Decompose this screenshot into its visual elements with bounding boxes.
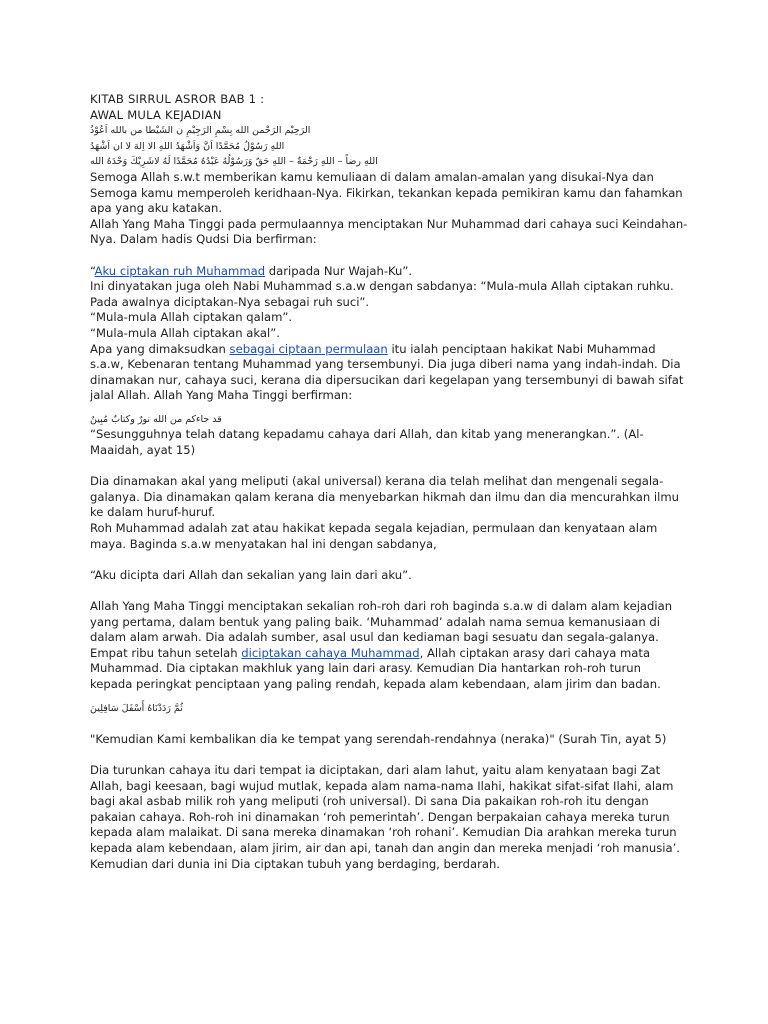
text-line: s.a.w, Kebenaran tentang Muhammad yang tersembunyi. Dia juga diberi nama yang indah-indah. Dia <box>90 357 681 372</box>
text-line: pakaian cahaya. Roh-roh ini dinamakan ‘roh pemerintah’. Dengan berpakaian cahaya mereka turun <box>90 809 670 824</box>
arabic-line-3: اللهِ رضاً – اللهِ رَحْمَةٌ – اللهِ حَقٌ وَرَسُوْلُهُ عَبْدُهُ مُحَمَّدًا لَهُ لاشَرِيْكَ وَحْدَهُ الله <box>90 156 378 168</box>
paragraph-1 <box>90 169 688 248</box>
text-line: maya. Baginda s.a.w menyatakan hal ini dengan sabdanya, <box>90 536 437 551</box>
text-line: “Mula-mula Allah ciptakan qalam”. <box>90 310 293 325</box>
link-diciptakan-cahaya-muhammad[interactable]: diciptakan cahaya Muhammad <box>241 645 420 660</box>
link-sebagai-ciptaan-permulaan[interactable]: sebagai ciptaan permulaan <box>229 341 388 356</box>
paragraph-8 <box>90 661 680 692</box>
text-line: Ini dinyatakan juga oleh Nabi Muhammad s.a.w dengan sabdanya: “Mula-mula Allah ciptakan ruhku. <box>90 279 674 294</box>
text-line: yang pertama, dalam bentuk yang paling baik. ‘Muhammad’ adalah nama semua kemanusiaan di <box>90 614 660 629</box>
text-line: dalam alam arwah. Dia adalah sumber, asal usul dan kediaman bagi sesuatu dan segala-galanya. <box>90 630 659 645</box>
paragraph-7 <box>90 599 680 646</box>
link-aku-ciptakan-ruh-muhammad[interactable]: Aku ciptakan ruh Muhammad <box>94 263 266 278</box>
text-line: “Mula-mula Allah ciptakan akal”. <box>90 325 280 340</box>
text-line: dinamakan nur, cahaya suci, kerana dia dipersucikan dari kegelapan yang tersembunyi di bawah sifat <box>90 372 684 387</box>
doc-title: KITAB SIRRUL ASROR BAB 1 : <box>90 92 265 106</box>
text-line: apa yang aku katakan. <box>90 201 223 216</box>
paragraph-2 <box>90 279 680 341</box>
text-line: Kemudian dari dunia ini Dia ciptakan tubuh yang berdaging, berdarah. <box>90 856 500 871</box>
text-line: “Sesungguhnya telah datang kepadamu cahaya dari Allah, dan kitab yang menerangkan.”. (Al- <box>90 427 644 442</box>
text-line: Maaidah, ayat 15) <box>90 443 196 458</box>
paragraph-5 <box>90 474 680 552</box>
text-line: ke dalam huruf-huruf. <box>90 505 216 520</box>
text-line: Dia dinamakan akal yang meliputi (akal universal) kerana dia telah melihat dan mengenali segala- <box>90 474 664 489</box>
paragraph-4 <box>90 427 680 458</box>
doc-subtitle: AWAL MULA KEJADIAN <box>90 107 222 122</box>
text-line: kepada peringkat penciptaan yang paling rendah, kepada alam kebendaan, alam jirim dan badan. <box>90 676 661 691</box>
text-line: kepada alam malaikat. Di sana mereka dinamakan ‘roh rohani’. Kemudian Dia arahkan mereka turun <box>90 825 677 840</box>
text-line: Muhammad. Dia ciptakan makhluk yang lain dari arasy. Kemudian Dia hantarkan roh-roh turun <box>90 661 641 676</box>
text-line: Roh Muhammad adalah zat atau hakikat kepada segala kejadian, permulaan dan kenyataan alam <box>90 521 658 536</box>
quote-hadith: “Aku ciptakan ruh Muhammad daripada Nur Wajah-Ku”. <box>90 263 413 278</box>
document-page <box>90 92 688 872</box>
text-line: Allah Yang Maha Tinggi menciptakan sekalian roh-roh dari roh baginda s.a.w di dalam alam kejadian <box>90 599 673 613</box>
quote-aku-dicipta: “Aku dicipta dari Allah dan sekalian yang lain dari aku”. <box>90 567 412 582</box>
arabic-line-1: الرَحِيْم الرَحْمن الله بِسْمِ الرَجِيْمِ ن الشَيْطا من بالله اَعُوْذُ <box>90 125 311 137</box>
arabic-verse-tin: ثُمَّ رَدَدْنَاهُ أَسْفَلَ سَافِلِينَ <box>90 702 183 714</box>
text-line: Semoga kamu memperoleh keridhaan-Nya. Fikirkan, tekankan kepada pemikiran kamu dan fahamkan <box>90 185 683 200</box>
arabic-line-2: اللهِ رَسُوْلُ مُحَمَّدًا اَنَّ وَاَشْهَدُ اللهِ الا اِلهَ لا ان اَشْهَدُ <box>90 140 285 152</box>
text-line: Pada awalnya diciptakan-Nya sebagai ruh suci”. <box>90 294 370 309</box>
text-line: Semoga Allah s.w.t memberikan kamu kemuliaan di dalam amalan-amalan yang disukai-Nya dan <box>90 169 654 184</box>
text-line: jalal Allah. Allah Yang Maha Tinggi berfirman: <box>90 388 353 403</box>
text-line: Allah, bagi keesaan, bagi wujud mutlak, kepada alam nama-nama Ilahi, hakikat sifat-sifat Ilahi, alam <box>90 778 674 793</box>
paragraph-3 <box>90 357 684 404</box>
quote-surah-tin: "Kemudian Kami kembalikan dia ke tempat yang serendah-rendahnya (neraka)" (Surah Tin, ayat 5) <box>90 731 667 746</box>
arabic-verse-maidah: قد جاءكم من الله نورٌ وكتابٌ مُبِينٌ <box>90 413 222 425</box>
text-line: Dia turunkan cahaya itu dari tempat ia diciptakan, dari alam lahut, yaitu alam kenyataan bagi Zat <box>90 762 661 777</box>
paragraph-3-first-line: Apa yang dimaksudkan sebagai ciptaan permulaan itu ialah penciptaan hakikat Nabi Muhammad <box>90 341 656 356</box>
text-line: kepada alam kebendaan, alam jirim, air dan api, tanah dan angin dan mereka menjadi ‘roh manusia’. <box>90 840 680 855</box>
paragraph-10 <box>90 763 680 872</box>
text-line: bagi akal asbab milik roh yang meliputi (roh universal). Di sana Dia pakaikan roh-roh itu dengan <box>90 794 649 809</box>
text-line: Nya. Dalam hadis Qudsi Dia berfirman: <box>90 232 317 247</box>
text-line: galanya. Dia dinamakan qalam kerana dia menyebarkan hikmah dan ilmu dan dia mencurahkan ilmu <box>90 489 680 504</box>
text-line: Allah Yang Maha Tinggi pada permulaannya menciptakan Nur Muhammad dari cahaya suci Keindahan- <box>90 216 688 231</box>
paragraph-8-first-line: Empat ribu tahun setelah diciptakan cahaya Muhammad, Allah ciptakan arasy dari cahaya mata <box>90 645 651 660</box>
